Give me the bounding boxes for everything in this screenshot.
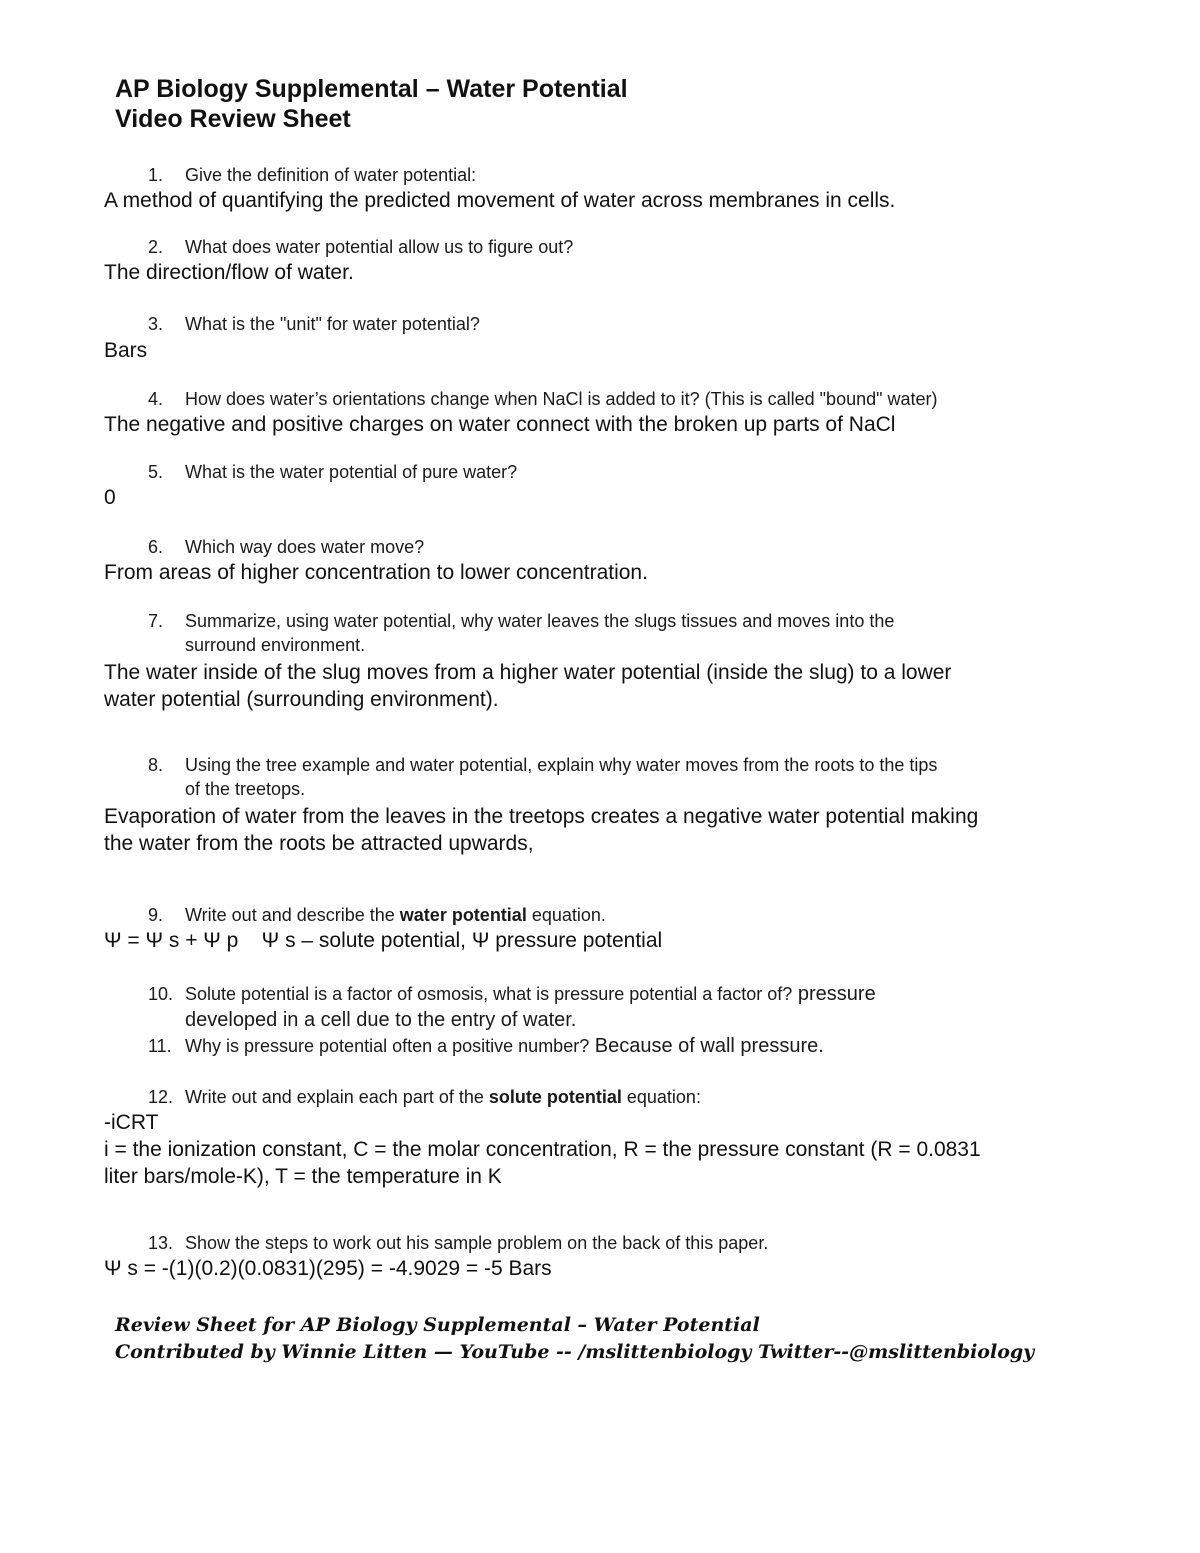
question-text: Show the steps to work out his sample problem on the back of this paper. [185, 1233, 769, 1253]
answer-5: 0 [104, 486, 116, 509]
answer-7-line-2: water potential (surrounding environment). [104, 688, 499, 711]
question-text-pre: Write out and explain each part of the [185, 1087, 489, 1107]
question-text-post: equation: [621, 1087, 701, 1107]
question-text [185, 1034, 1093, 1058]
question-text-line-1: Using the tree example and water potential, explain why water moves from the roots to the tips [185, 755, 938, 775]
question-text-line-2: of the treetops. [185, 779, 306, 799]
question-3 [148, 312, 1093, 336]
answer-1: A method of quantifying the predicted movement of water across membranes in cells. [104, 189, 896, 212]
question-number: 7. [148, 611, 164, 631]
answer-6: From areas of higher concentration to lower concentration. [104, 561, 648, 584]
answer-12-line-3: liter bars/mole-K), T = the temperature in K [104, 1165, 502, 1188]
question-number: 5. [148, 462, 164, 482]
answer-8-line-1: Evaporation of water from the leaves in the treetops creates a negative water potential making [104, 805, 979, 828]
answer-11: Because of wall pressure. [589, 1035, 824, 1057]
question-number: 4. [148, 389, 164, 409]
question-text-main: Why is pressure potential often a positive number? [185, 1036, 590, 1056]
question-number: 8. [148, 755, 164, 775]
answer-12-line-2: i = the ionization constant, C = the molar concentration, R = the pressure constant (R = 0.0831 [104, 1138, 981, 1161]
question-text-post: equation. [526, 905, 606, 925]
answer-8-line-2: the water from the roots be attracted upwards, [104, 832, 534, 855]
question-10 [148, 982, 1093, 1032]
question-text-pre: Write out and describe the [185, 905, 400, 925]
question-text-line-2: surround environment. [185, 635, 366, 655]
question-text [185, 903, 1093, 927]
question-number: 10. [148, 984, 174, 1004]
answer-13: Ψ s = -(1)(0.2)(0.0831)(295) = -4.9029 = -5 Bars [104, 1257, 552, 1280]
question-2 [148, 235, 1093, 259]
answer-2: The direction/flow of water. [104, 261, 354, 284]
answer-3: Bars [104, 339, 148, 362]
answer-10-part-1: pressure [792, 983, 876, 1005]
question-text: Which way does water move? [185, 537, 425, 557]
answer-9: Ψ = Ψ s + Ψ p Ψ s – solute potential, Ψ pressure potential [104, 929, 663, 952]
question-9 [148, 903, 1093, 927]
question-text [185, 982, 1093, 1006]
question-4 [148, 387, 1093, 411]
answer-4: The negative and positive charges on water connect with the broken up parts of NaCl [104, 413, 896, 436]
question-text: Give the definition of water potential: [185, 165, 477, 185]
question-number: 9. [148, 905, 164, 925]
question-1 [148, 163, 1093, 187]
question-text: What is the "unit" for water potential? [185, 314, 480, 334]
question-number: 1. [148, 165, 164, 185]
question-text: What is the water potential of pure water? [185, 462, 518, 482]
question-number: 11. [148, 1036, 172, 1056]
question-8 [148, 753, 1093, 801]
question-text-bold: water potential [399, 905, 527, 925]
question-number: 3. [148, 314, 164, 334]
question-7 [148, 609, 1093, 657]
footer-line-1: Review Sheet for AP Biology Supplemental – Water Potential [115, 1314, 760, 1336]
question-11 [148, 1034, 1093, 1058]
title-line-1: AP Biology Supplemental – Water Potential [115, 75, 628, 103]
answer-7-line-1: The water inside of the slug moves from a higher water potential (inside the slug) to a lower [104, 661, 952, 684]
question-12 [148, 1085, 1093, 1109]
title-line-2: Video Review Sheet [115, 105, 351, 133]
question-text-bold: solute potential [488, 1087, 622, 1107]
answer-10-line-2: developed in a cell due to the entry of water. [185, 1009, 577, 1031]
question-text: What does water potential allow us to figure out? [185, 237, 574, 257]
question-number: 13. [148, 1233, 174, 1253]
question-text-line-1: Solute potential is a factor of osmosis, what is pressure potential a factor of? [185, 984, 793, 1004]
question-text [185, 1085, 1093, 1109]
question-5 [148, 460, 1093, 484]
question-number: 2. [148, 237, 164, 257]
answer-12-line-1: -iCRT [104, 1111, 159, 1134]
question-text-line-1: Summarize, using water potential, why water leaves the slugs tissues and moves into the [185, 611, 895, 631]
question-number: 12. [148, 1087, 174, 1107]
question-6 [148, 535, 1093, 559]
question-number: 6. [148, 537, 164, 557]
question-13 [148, 1231, 1093, 1255]
footer-line-2: Contributed by Winnie Litten — YouTube -- /mslittenbiology Twitter--@mslittenbiology [115, 1341, 1035, 1363]
question-text: How does water’s orientations change when NaCl is added to it? (This is called "bound" water) [185, 389, 938, 409]
